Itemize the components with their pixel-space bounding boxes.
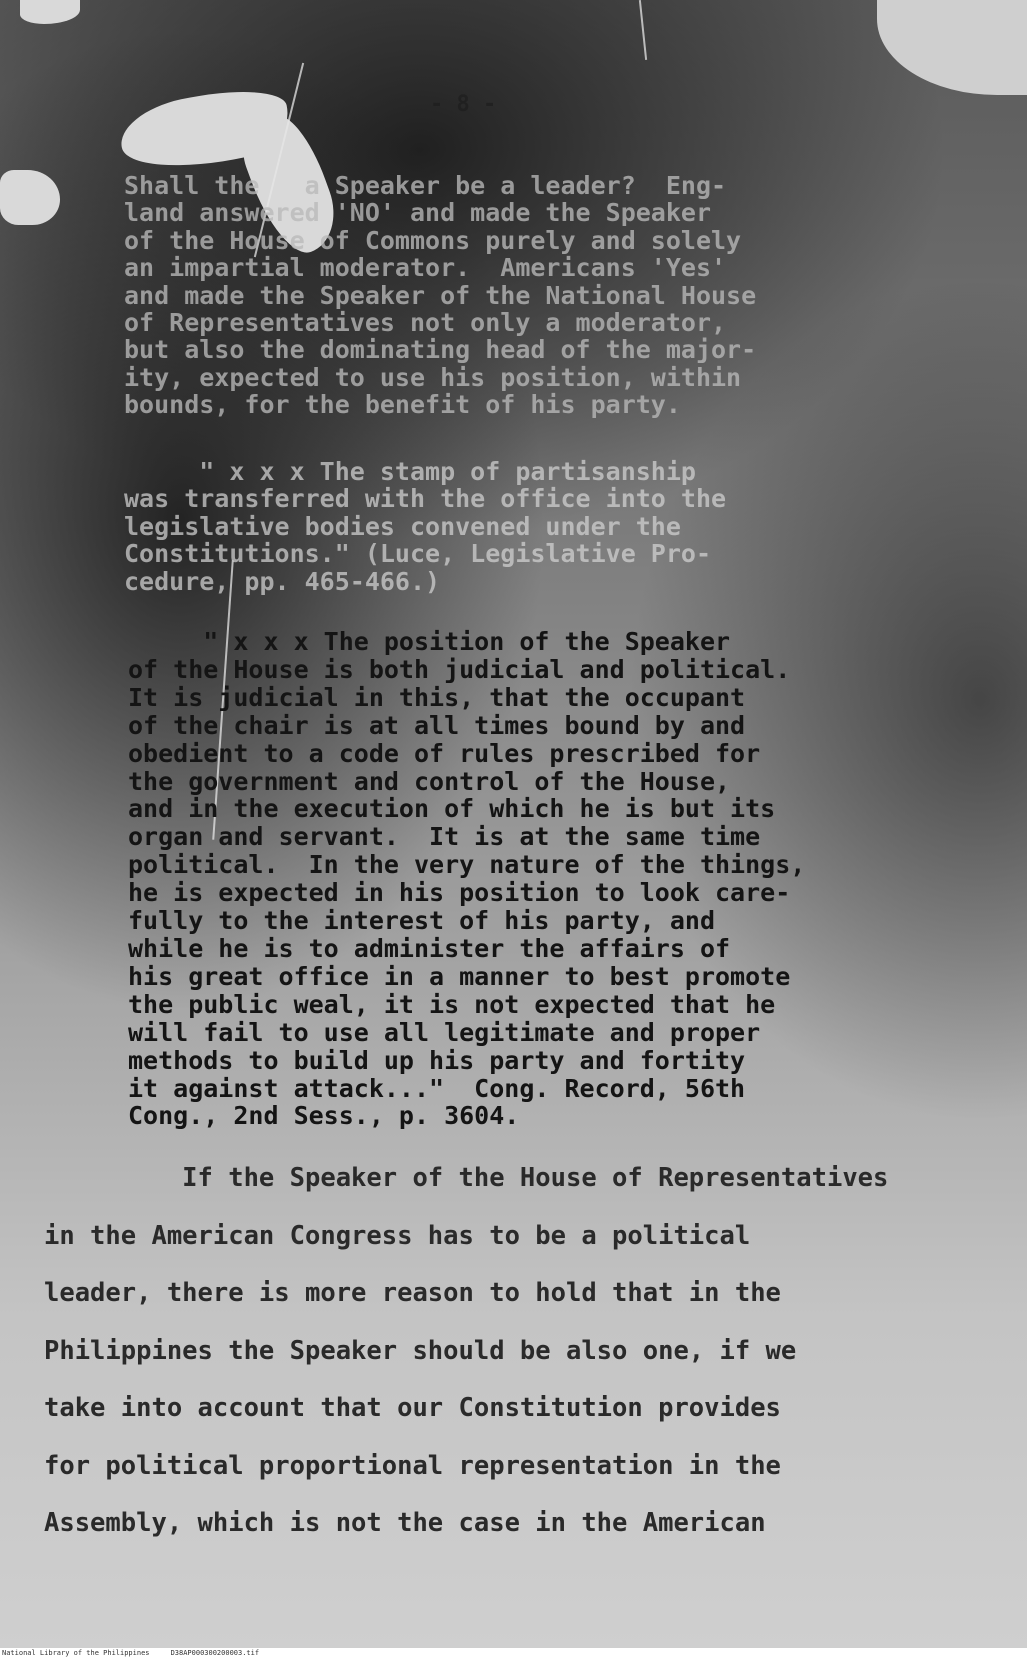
paper-tear — [877, 0, 1027, 95]
archive-footer: National Library of the Philippines D38AP000300200003.tif — [0, 1648, 1027, 1658]
paper-tear — [20, 0, 80, 24]
page-number: - 8 - — [430, 92, 497, 117]
quote-luce-speaker-leader: Shall the a Speaker be a leader? Eng- land answered 'NO' and made the Speaker of the House of Commons purely and solely an impartial moderator. Americans 'Yes' and made the Speaker of the National House of Representatives not only a moderator, but also the dominating head of the major- ity, expected to use his position, within bounds, for the benefit of his party. — [124, 171, 757, 420]
quote-luce-partisanship: " x x x The stamp of partisanship was transferred with the office into the legislative bodies convened under the Constitutions." (Luce, Legislative Pro- cedure, pp. 465-466.) — [124, 457, 727, 596]
paper-crack — [639, 0, 647, 60]
paper-tear — [0, 170, 60, 225]
quote-congressional-record: " x x x The position of the Speaker of the House is both judicial and political. It is judicial in this, that the occupant of the chair is at all times bound by and obedient to a code of rules prescribed for the government and control of the House, and in the execution of which he is but its organ and servant. It is at the same time political. In the very nature of the things, he is expected in his position to look care- fully to the interest of his party, and while he is to administer the affairs of his great office in a manner to best promote the public weal, it is not expected that he will fail to use all legitimate and proper methods to build up his party and fortity it against attack..." Cong. Record, 56th Cong., 2nd Sess., p. 3604. — [128, 627, 806, 1131]
body-paragraph: If the Speaker of the House of Representatives in the American Congress has to be a political leader, there is more reason to hold that in the Philippines the Speaker should be also one, if we take into account that our Constitution provides for political proportional representation in the Assembly, which is not the case in the American — [44, 1163, 889, 1538]
